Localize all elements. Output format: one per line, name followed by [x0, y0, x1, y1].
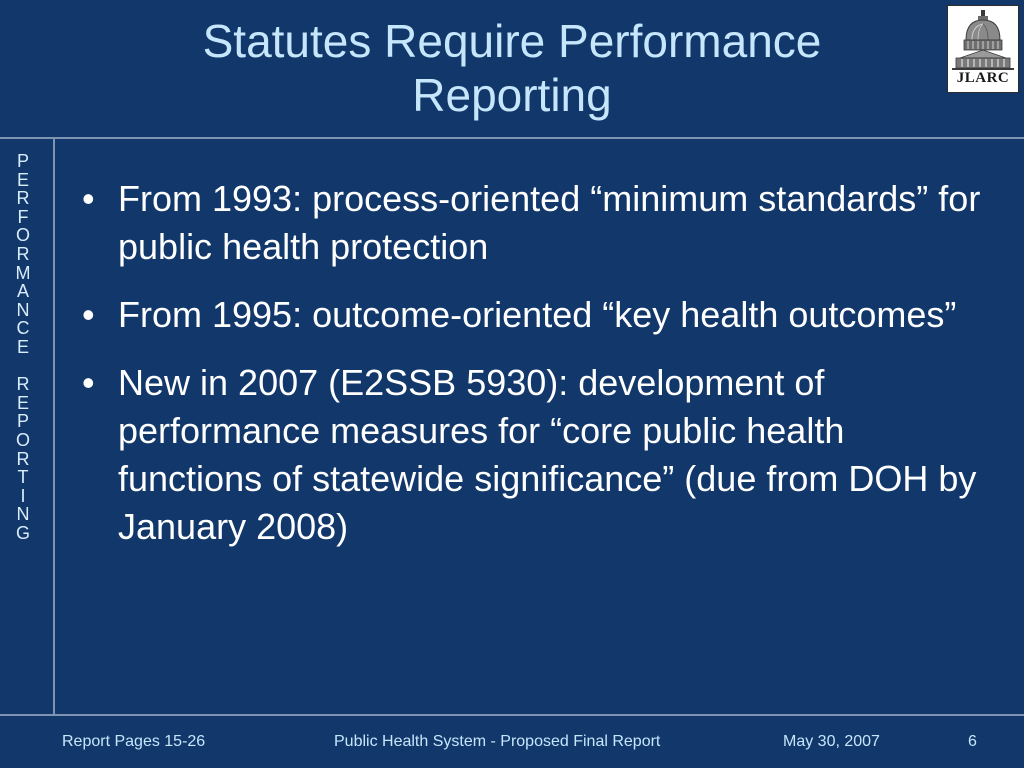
- sidebar-letter: R: [16, 243, 30, 264]
- sidebar-letter: T: [17, 467, 29, 488]
- sidebar-letter: F: [17, 206, 29, 227]
- bullet-list: [82, 175, 982, 571]
- sidebar-letter: N: [16, 299, 30, 320]
- sidebar-letter: C: [16, 318, 30, 339]
- sidebar-letter: M: [15, 262, 31, 283]
- sidebar-letter: E: [16, 336, 29, 357]
- sidebar-letter: E: [16, 392, 29, 413]
- slide-title-line-2: Reporting: [412, 69, 612, 121]
- bullet-item: [82, 359, 982, 551]
- footer-report-title: Public Health System - Proposed Final Report: [334, 733, 661, 750]
- bullet-item: [82, 291, 982, 339]
- sidebar-letter: R: [16, 448, 30, 469]
- slide-title-line-1: Statutes Require Performance: [202, 15, 822, 67]
- sidebar-letter: A: [16, 281, 29, 302]
- footer-page-number: 6: [968, 733, 977, 750]
- jlarc-logo: [947, 5, 1019, 93]
- sidebar-letter: O: [15, 225, 30, 246]
- top-divider: [0, 137, 1024, 139]
- logo-text: JLARC: [956, 70, 1010, 86]
- vertical-sidebar-label: [10, 152, 36, 542]
- sidebar-letter: [10, 357, 36, 376]
- sidebar-letter: P: [16, 411, 29, 432]
- sidebar-letter: P: [16, 151, 29, 171]
- bottom-divider: [0, 714, 1024, 716]
- bullet-item: [82, 175, 982, 271]
- sidebar-divider: [53, 138, 55, 715]
- bullet-text: New in 2007 (E2SSB 5930): development of performance measures for “core public health functions of statewide significance” (due from DOH by January 2008): [118, 362, 977, 547]
- bullet-text: From 1995: outcome-oriented “key health outcomes”: [118, 294, 957, 335]
- sidebar-letter: O: [15, 429, 30, 450]
- sidebar-letter: R: [16, 374, 30, 395]
- sidebar-letter: E: [16, 169, 29, 190]
- sidebar-letter: G: [15, 522, 30, 543]
- sidebar-letter: I: [20, 485, 26, 506]
- slide-title: [0, 14, 1024, 122]
- footer-report-pages: Report Pages 15-26: [62, 733, 206, 750]
- footer-date: May 30, 2007: [783, 733, 880, 750]
- sidebar-letter: R: [16, 188, 30, 209]
- sidebar-letter: N: [16, 504, 30, 525]
- bullet-text: From 1993: process-oriented “minimum standards” for public health protection: [118, 178, 981, 267]
- bullet-marker: •: [82, 362, 95, 403]
- bullet-marker: •: [82, 294, 95, 335]
- bullet-marker: •: [82, 178, 95, 219]
